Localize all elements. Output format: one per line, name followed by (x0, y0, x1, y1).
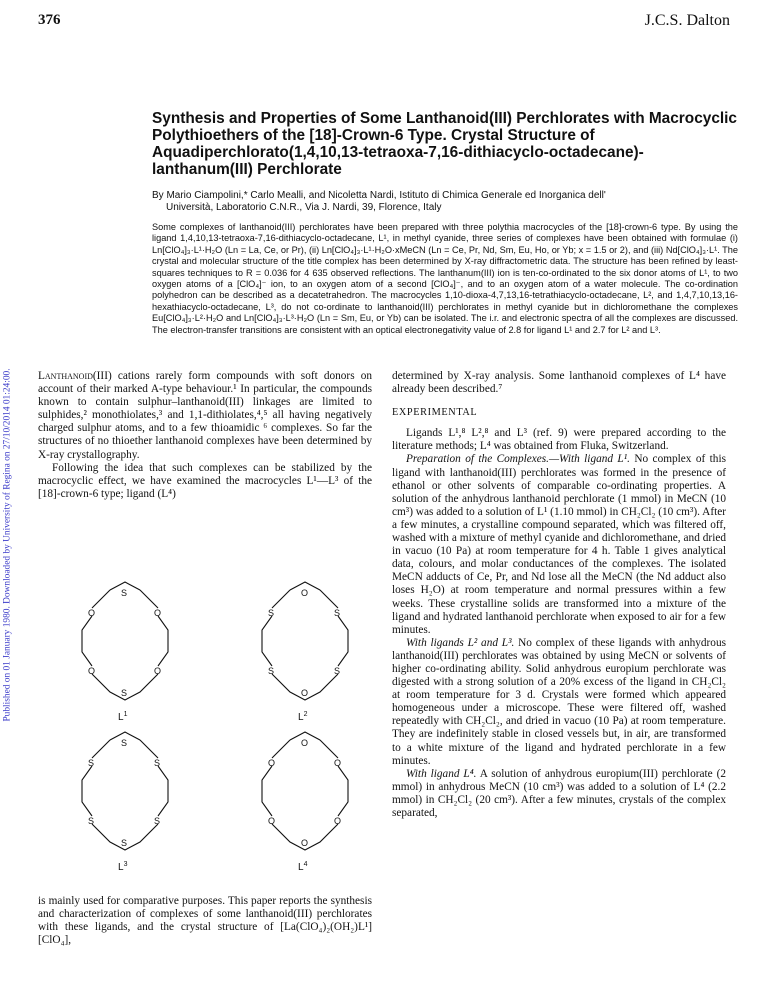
authors-line-2: Università, Laboratorio C.N.R., Via J. Nardi, 39, Florence, Italy (166, 202, 442, 213)
atom-label: S (121, 588, 128, 598)
structure-l1 (82, 582, 168, 700)
atom-label: O (88, 666, 96, 676)
intro-paragraph (38, 370, 372, 462)
atom-label: O (334, 758, 342, 768)
atom-label: O (301, 588, 309, 598)
abstract: Some complexes of lanthanoid(III) perchlorates have been prepared with three polythia macrocycles of the [18]-crown-6 type. By using the ligand 1,4,10,13-tetraoxa-7,16-dithiacyclo-octadecane, L¹, in methyl cyanide, three series of complexes have been obtained with formulae (i) Ln[ClO₄]₃·L¹·H₂O (Ln = La, Ce, or Pr), (ii) Ln[ClO₄]₃·L¹·H₂O·xMeCN (Ln = Ce, Pr, Nd, Sm, Eu, Ho, or Yb; x = 1.5 or 2), and (iii) Nd[ClO₄]₃·L¹. The crystal and molecular structure of the title complex has been determined by X-ray diffractometric data. The structure has been refined by least-squares techniques to R = 0.036 for 4 635 observed reflections. The lanthanum(III) ion is ten-co-ordinated to the six donor atoms of L¹, to two oxygen atoms of a [ClO₄]⁻ ion, to an oxygen atom of a second [ClO₄]⁻, and to an oxygen atom of a water molecule. The co-ordination polyhedron can be described as a decatetrahedron. The macrocycles 1,10-dioxa-4,7,13,16-tetrathiacyclo-octadecane, L², and 1,4,7,10,13,16-hexathiacyclo-octadecane, L³, do not co-ordinate to lanthanoid(III) perchlorates in methyl cyanide but in dichloromethane the complexes Eu[ClO₄]₃·L²·H₂O and Ln[ClO₄]₃·L³·H₂O (Ln = Sm, Eu, or Yb) can be isolated. The i.r. and electronic spectra of all the complexes are discussed. The electron-transfer transitions are consistent with an optical electronegativity value of 2.8 for ligand L¹ and 2.7 for L² and L³. (152, 222, 738, 335)
download-notice-text: Published on 01 January 1980. Downloaded by University of Regina on 27/10/2014 01:24:00. (3, 368, 13, 722)
structure-label-l4: $L^4$ (298, 861, 308, 873)
structure-label-l2: $L^2$ (298, 711, 308, 723)
ligand-l4-paragraph (392, 768, 726, 820)
atom-label: S (121, 738, 128, 748)
left-column (38, 370, 372, 501)
atom-label: O (88, 608, 96, 618)
macrocycle-structures (60, 580, 390, 880)
preparation-text: No complex of this ligand with lanthanoid(III) perchlorates was formed in the presence of ethanol or other solvents of comparable co-ordinating properties. A solution of the anhydrous lanthanoid perchlorate (1 mmol) in MeCN (10 cm³) was added to a solution of L¹ (1.10 mmol) in CH₂Cl₂ (10 cm³). After a few minutes, a crystalline compound separated, which was filtered off, washed with a mixture of methyl cyanide and dichloromethane, and dried in vacuo (10 Pa) at room temperature for 4 h. Table 1 gives analytical data, colours, and molar conductances of the complexes. The isolated MeCN adducts of Ce, Pr, and Nd lose all the MeCN (the Nd adduct also loses H₂O) at room temperature and normal pressures within a few weeks. These crystalline solids are transformed into a mixture of the ligand and hydrated lanthanoid perchlorate when exposed to air for a few minutes. (392, 453, 726, 636)
atom-label: O (301, 838, 309, 848)
download-notice (0, 170, 16, 920)
intro-text: (III) cations rarely form compounds with soft donors on account of their marked A-type behaviour.¹ In particular, the compounds known to contain sulphur–lanthanoid(III) linkages are limited to sulphides,² monothiolates,³ and 1,1-dithiolates,⁴,⁵ all having negatively charged sulphur atoms, and to a few thioamidic ⁶ complexes. So far the structures of no thioether lanthanoid complexes have been determined by X-ray crystallography. (38, 370, 372, 461)
author-block (152, 190, 738, 214)
atom-label: O (334, 816, 342, 826)
ligands-l2-l3-text: No complex of these ligands with anhydrous lanthanoid(III) perchlorates was obtained by using MeCN or solvents of higher co-ordinating ability. Solid anhydrous europium perchlorate was digested with a strong solution of a 20% excess of the ligand in CH₂Cl₂ at room temperature for 3 d. Crystals were formed which appeared homogeneous under a microscope. These were filtered off, washed repeatedly with CH₂Cl₂, and dried in vacuo (10 Pa) at room temperature. They are indefinitely stable in closed vessels but, in air, are transformed to a white mixture of the ligand and hydrated perchlorate in a few minutes. (392, 636, 726, 767)
atom-label: S (121, 838, 128, 848)
ligand-l4-heading: With ligand L⁴. (406, 767, 477, 780)
preparation-heading: Preparation of the Complexes.—With ligand L¹. (406, 453, 630, 466)
structure-l3 (82, 732, 168, 850)
left-column-continued (38, 895, 372, 947)
atom-label: S (88, 816, 95, 826)
atom-label: O (154, 608, 162, 618)
ligands-l2-l3-heading: With ligands L² and L³. (406, 636, 515, 649)
atom-label: O (301, 688, 309, 698)
atom-label: O (268, 816, 276, 826)
macrocycle-paragraph: Following the idea that such complexes can be stabilized by the macrocyclic effect, we have examined the macrocycles L¹—L³ of the [18]-crown-6 type; ligand (L⁴) (38, 461, 372, 500)
intro-continued: determined by X-ray analysis. Some lanthanoid complexes of L⁴ have already been described.⁷ (392, 370, 726, 396)
atom-label: O (154, 666, 162, 676)
section-heading-experimental: EXPERIMENTAL (392, 407, 478, 419)
atom-label: S (121, 688, 128, 698)
atom-label: S (88, 758, 95, 768)
authors-line-1: By Mario Ciampolini,* Carlo Mealli, and Nicoletta Nardi, Istituto di Chimica Generale ed Inorganica dell' (152, 190, 606, 201)
structure-label-l1: $L^1$ (118, 711, 128, 723)
structure-l4 (262, 732, 348, 850)
atom-label: S (268, 608, 275, 618)
atom-label: S (334, 666, 341, 676)
atom-label: S (268, 666, 275, 676)
atom-label: S (334, 608, 341, 618)
ligand-l4-text: A solution of anhydrous europium(III) perchlorate (2 mmol) in anhydrous MeCN (10 cm³) was added to a solution of L⁴ (2.2 mmol) in CH₂Cl₂ (20 cm³). After a few minutes, crystals of the complex separated, (392, 767, 726, 819)
right-column (392, 370, 726, 820)
article-title: Synthesis and Properties of Some Lanthanoid(III) Perchlorates with Macrocyclic Polythioethers of the [18]-Crown-6 Type. Crystal Structure of Aquadiperchlorato(1,4,10,13-tetraoxa-7,16-dithiacyclo-octadecane)-lanthanum(III) Perchlorate (152, 110, 737, 178)
atom-label: O (301, 738, 309, 748)
atom-label: O (268, 758, 276, 768)
structure-l2 (262, 582, 348, 700)
ligands-paragraph: Ligands L¹,⁸ L²,⁸ and L³ (ref. 9) were prepared according to the literature methods; L⁴ was obtained from Fluka, Switzerland. (392, 427, 726, 453)
ligands-l2-l3-paragraph (392, 637, 726, 768)
page-number: 376 (38, 12, 61, 28)
preparation-paragraph (392, 453, 726, 636)
drop-word: Lanthanoid (38, 370, 93, 382)
journal-name: J.C.S. Dalton (644, 12, 730, 29)
comparative-paragraph: is mainly used for comparative purposes. This paper reports the synthesis and characterization of complexes of some lanthanoid(III) perchlorates with these ligands, and the crystal structure of [La(ClO₄)₂(OH₂)L¹][ClO₄], (38, 895, 372, 947)
atom-label: S (154, 758, 161, 768)
structure-label-l3: $L^3$ (118, 861, 128, 873)
atom-label: S (154, 816, 161, 826)
